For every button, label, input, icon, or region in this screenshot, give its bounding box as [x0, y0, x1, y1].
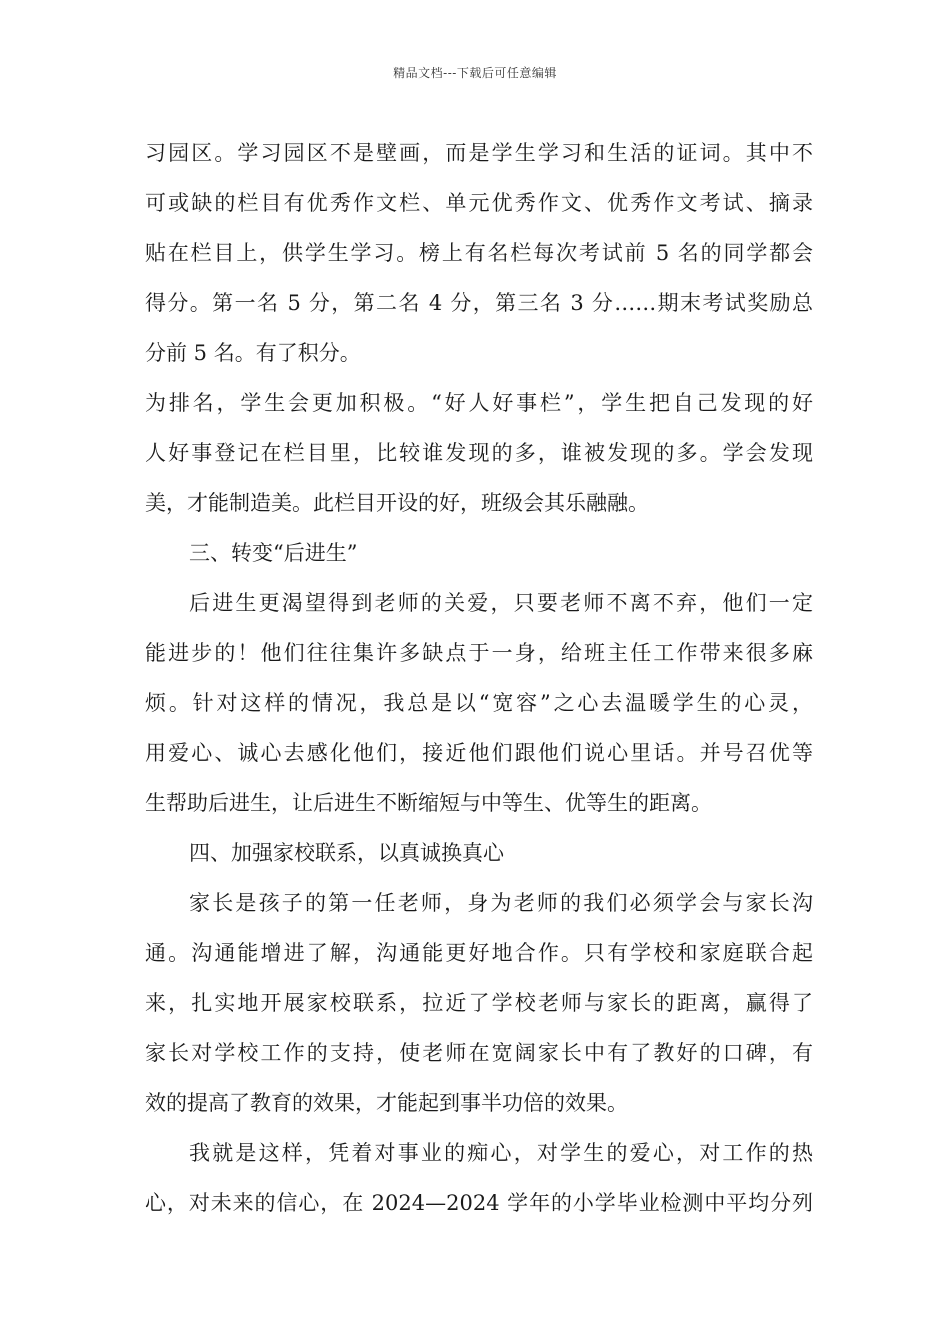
text-line: 来，扎实地开展家校联系，拉近了学校老师与家长的距离，赢得了: [145, 991, 813, 1015]
text-line: 我就是这样，凭着对事业的痴心，对学生的爱心，对工作的热: [189, 1141, 813, 1165]
text-line: 贴在栏目上，供学生学习。榜上有名栏每次考试前 5 名的同学都会: [145, 241, 813, 265]
text-line: 分前 5 名。有了积分。: [145, 341, 361, 365]
text-line: 效的提高了教育的效果，才能起到事半功倍的效果。: [145, 1091, 628, 1115]
text-line: 人好事登记在栏目里，比较谁发现的多，谁被发现的多。学会发现: [145, 441, 813, 465]
text-line: 美，才能制造美。此栏目开设的好，班级会其乐融融。: [145, 491, 649, 515]
text-line: 三、转变“后进生”: [189, 541, 358, 565]
page-header: 精品文档---下载后可任意编辑: [393, 66, 557, 80]
document-body: [145, 128, 813, 1228]
text-line: 习园区。学习园区不是壁画，而是学生学习和生活的证词。其中不: [145, 141, 813, 165]
text-line: 通。沟通能增进了解，沟通能更好地合作。只有学校和家庭联合起: [145, 941, 813, 965]
text-line: 可或缺的栏目有优秀作文栏、单元优秀作文、优秀作文考试、摘录: [145, 191, 813, 215]
text-line: 烦。针对这样的情况，我总是以“宽容”之心去温暖学生的心灵，: [145, 691, 813, 715]
text-line: 用爱心、诚心去感化他们，接近他们跟他们说心里话。并号召优等: [145, 741, 813, 765]
text-line: 为排名，学生会更加积极。“好人好事栏”，学生把自己发现的好: [145, 391, 813, 415]
text-line: 四、加强家校联系，以真诚换真心: [189, 841, 504, 865]
text-line: 得分。第一名 5 分，第二名 4 分，第三名 3 分……期末考试奖励总: [145, 291, 813, 315]
text-line: 心，对未来的信心，在 2024—2024 学年的小学毕业检测中平均分列: [145, 1191, 813, 1215]
text-line: 生帮助后进生，让后进生不断缩短与中等生、优等生的距离。: [145, 791, 712, 815]
text-line: 后进生更渴望得到老师的关爱，只要老师不离不弃，他们一定: [189, 591, 813, 615]
text-line: 家长是孩子的第一任老师，身为老师的我们必须学会与家长沟: [189, 891, 813, 915]
text-line: 能进步的！他们往往集许多缺点于一身，给班主任工作带来很多麻: [145, 641, 813, 665]
text-line: 家长对学校工作的支持，使老师在宽阔家长中有了教好的口碑，有: [145, 1041, 813, 1065]
